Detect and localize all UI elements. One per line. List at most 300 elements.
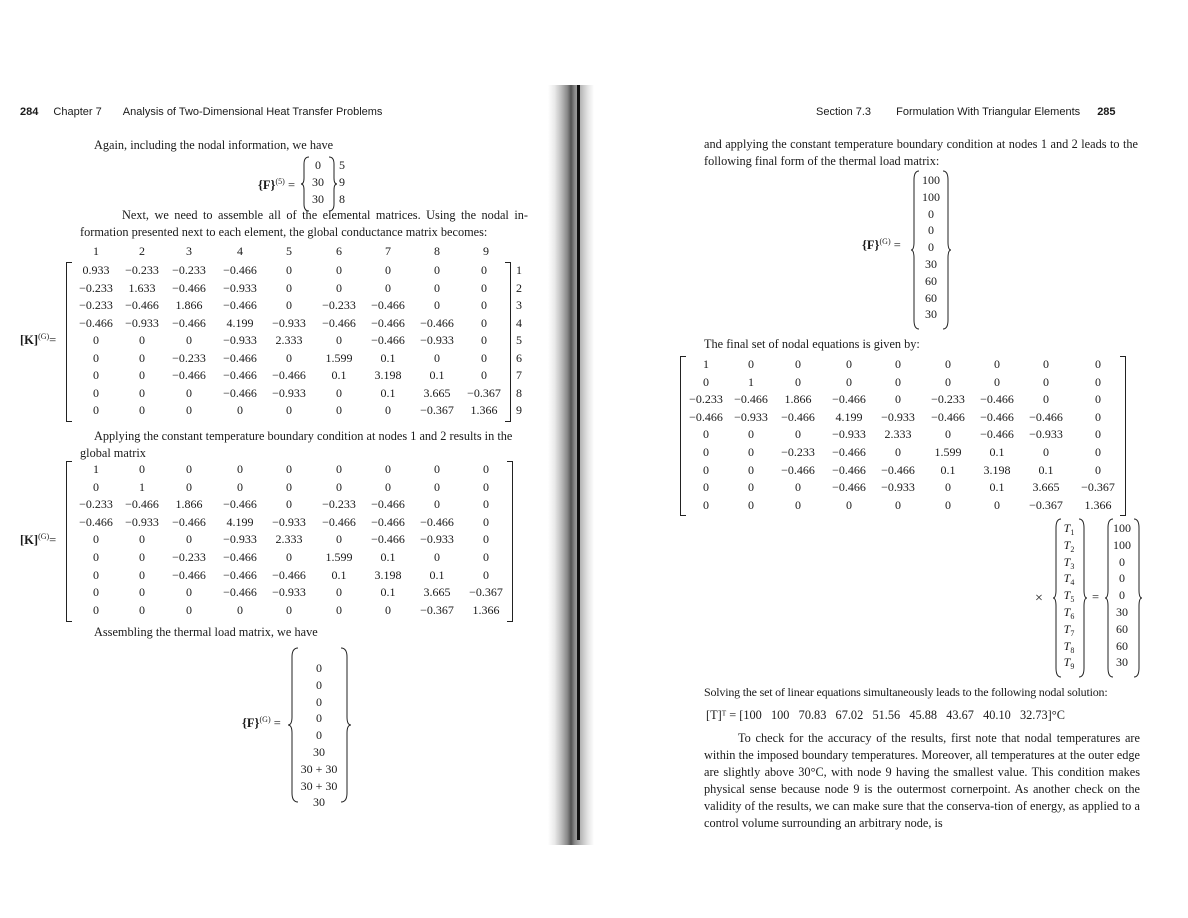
matrix-cell: 0.1 [380, 350, 396, 365]
matrix-cell: 0 [795, 357, 801, 371]
matrix-cell: −0.933 [881, 409, 915, 424]
matrix-cell: 0.1 [940, 462, 956, 477]
left-page-number: 284 [20, 106, 39, 118]
matrix-cell: 0 [994, 497, 1000, 512]
matrix-cell: 0 [703, 427, 709, 442]
col-header: 3 [186, 244, 192, 258]
matrix-cell: −0.466 [371, 315, 405, 330]
matrix-cell: −0.466 [420, 514, 454, 529]
matrix-cell: 0 [286, 602, 292, 617]
matrix-cell: −0.466 [172, 567, 206, 582]
matrix-cell: 0 [748, 497, 754, 512]
matrix-cell: −0.233 [172, 263, 206, 277]
right-running-header [816, 106, 1176, 118]
matrix-cell: 0 [481, 315, 487, 330]
matrix-cell: 0 [895, 357, 901, 371]
matrix-cell: −0.466 [125, 497, 159, 512]
fg-value: 30 [925, 256, 937, 271]
matrix-cell: 0 [139, 368, 145, 382]
fg-value: 30 + 30 [300, 778, 338, 793]
f5-value: 30 [312, 174, 324, 189]
fg-value: 30 [313, 744, 325, 759]
rhs-value: 30 [1116, 655, 1128, 670]
matrix-cell: 0 [748, 462, 754, 477]
matrix-cell: 1.599 [325, 550, 353, 564]
matrix-cell: 0 [481, 263, 487, 277]
f5-values [306, 157, 330, 207]
matrix-cell: 0 [748, 445, 754, 459]
matrix-cell: −0.466 [79, 514, 113, 529]
k-column-headers [0, 244, 560, 262]
matrix-cell: −0.466 [371, 514, 405, 529]
t-entry: $T_5$ [1063, 588, 1075, 605]
matrix-cell: 0 [703, 462, 709, 477]
matrix-cell: 0 [139, 602, 145, 617]
matrix-cell: 0 [186, 585, 192, 600]
matrix-cell: −0.466 [980, 409, 1014, 424]
matrix-row [0, 333, 1188, 351]
rhs-value: 0 [1119, 571, 1125, 586]
col-header: 1 [93, 244, 99, 258]
matrix-cell: 0 [93, 585, 99, 600]
matrix-cell: −0.466 [832, 445, 866, 459]
fg-value: 0 [928, 206, 934, 221]
matrix-cell: 0.1 [989, 480, 1005, 495]
rhs-value: 100 [1113, 537, 1131, 552]
rhs-close-brace [1133, 518, 1143, 678]
matrix-cell: −0.466 [223, 497, 257, 512]
left-thermal-paragraph: Assembling the thermal load matrix, we have [94, 625, 318, 639]
matrix-cell: 0 [336, 479, 342, 494]
right-running-title: Formulation With Triangular Elements [896, 106, 1081, 118]
col-header: 5 [286, 244, 292, 258]
matrix-cell: −0.466 [1029, 409, 1063, 424]
matrix-cell: 0 [237, 462, 243, 476]
matrix-row [0, 498, 1188, 516]
matrix-cell: −0.933 [420, 532, 454, 547]
matrix-cell: −0.233 [322, 497, 356, 512]
matrix-cell: 0 [139, 567, 145, 582]
matrix-row [0, 263, 1188, 281]
matrix-cell: −0.466 [931, 409, 965, 424]
matrix-cell: 0 [286, 280, 292, 295]
matrix-cell: −0.466 [79, 315, 113, 330]
matrix-cell: 0 [481, 280, 487, 295]
matrix-cell: −0.933 [223, 280, 257, 295]
left-running-title: Analysis of Two-Dimensional Heat Transfer Problems [122, 106, 383, 118]
row-label: 8 [516, 385, 522, 400]
matrix-cell: 0 [286, 479, 292, 494]
matrix-cell: 0 [93, 333, 99, 347]
matrix-cell: 0 [336, 585, 342, 600]
matrix-cell: −0.933 [1029, 427, 1063, 442]
rhs-equals: = [1092, 590, 1100, 604]
left-chapter: Chapter 7 [53, 106, 102, 118]
matrix-cell: −0.933 [420, 333, 454, 347]
matrix-cell: 0 [237, 403, 243, 417]
matrix-row [0, 392, 1188, 410]
k-bc-matrix-label: $[K]^{(G)}=$ [20, 532, 57, 547]
matrix-cell: 1.866 [175, 298, 203, 312]
matrix-cell: 0 [434, 462, 440, 476]
matrix-cell: 2.333 [275, 532, 303, 547]
fg-left-close-brace [340, 647, 352, 803]
t-vector [1058, 520, 1080, 671]
matrix-cell: −0.933 [272, 315, 306, 330]
matrix-cell: −0.466 [125, 298, 159, 312]
matrix-cell: −0.466 [172, 315, 206, 330]
left-assemble-paragraph: Next, we need to assemble all of the elemental matrices. Using the nodal in-formation presented next to each element, the global conductance matrix becomes: [80, 208, 528, 239]
matrix-cell: 0 [434, 497, 440, 512]
matrix-cell: 0 [483, 532, 489, 547]
matrix-cell: 0 [434, 550, 440, 564]
matrix-cell: 0 [385, 462, 391, 476]
solving-sentence: Solving the set of linear equations simultaneously leads to the following nodal solution: [704, 685, 1108, 699]
matrix-cell: 0 [1095, 462, 1101, 477]
matrix-cell: −0.367 [469, 585, 503, 600]
matrix-cell: 0.1 [380, 550, 396, 564]
matrix-cell: 0 [336, 385, 342, 400]
matrix-cell: −0.466 [832, 392, 866, 407]
matrix-cell: 0 [434, 479, 440, 494]
matrix-cell: −0.233 [322, 298, 356, 312]
matrix-row [0, 410, 1188, 428]
matrix-cell: −0.367 [1081, 480, 1115, 495]
matrix-cell: 0 [93, 479, 99, 494]
fg-value: 30 [313, 795, 325, 810]
matrix-cell: 0 [93, 532, 99, 547]
k-matrix-label: $[K]^{(G)}=$ [20, 332, 57, 347]
matrix-cell: 0 [1043, 357, 1049, 371]
col-header: 8 [434, 244, 440, 258]
matrix-cell: 0 [93, 385, 99, 400]
matrix-cell: −0.367 [1029, 497, 1063, 512]
matrix-cell: 0 [336, 403, 342, 417]
t-entry: $T_7$ [1063, 621, 1075, 638]
matrix-cell: 0 [795, 480, 801, 495]
col-header: 6 [336, 244, 342, 258]
matrix-cell: 0 [1095, 409, 1101, 424]
matrix-cell: 0 [385, 403, 391, 417]
f5-node-labels: 5 9 8 [339, 158, 345, 206]
col-header: 9 [483, 244, 489, 258]
matrix-cell: −0.933 [125, 315, 159, 330]
matrix-cell: −0.466 [223, 368, 257, 382]
rhs-value: 0 [1119, 588, 1125, 603]
t-entry: $T_3$ [1063, 554, 1075, 571]
matrix-cell: −0.466 [172, 280, 206, 295]
matrix-cell: 3.198 [374, 368, 402, 382]
matrix-row [0, 357, 1188, 375]
fg-value: 0 [316, 677, 322, 692]
matrix-cell: 0 [93, 550, 99, 564]
matrix-cell: 0 [846, 497, 852, 512]
matrix-cell: 0 [286, 497, 292, 512]
matrix-cell: 0 [483, 462, 489, 476]
matrix-cell: 0 [286, 462, 292, 476]
matrix-cell: 0 [186, 602, 192, 617]
matrix-cell: 0 [434, 298, 440, 312]
matrix-cell: 0 [237, 479, 243, 494]
matrix-cell: 3.198 [374, 567, 402, 582]
matrix-cell: 0 [1095, 392, 1101, 407]
fg-right-label: $\{F\}^{(G)}$ = [862, 237, 901, 252]
row-label: 1 [516, 263, 522, 277]
matrix-cell: −0.233 [172, 550, 206, 564]
matrix-cell: −0.466 [980, 427, 1014, 442]
matrix-cell: 1.366 [472, 602, 500, 617]
matrix-cell: −0.233 [125, 263, 159, 277]
matrix-cell: 0 [336, 280, 342, 295]
fg-value: 0 [928, 223, 934, 238]
matrix-cell: 1.633 [128, 280, 156, 295]
matrix-cell: 0 [1095, 445, 1101, 459]
matrix-cell: −0.466 [322, 315, 356, 330]
matrix-cell: −0.933 [881, 480, 915, 495]
matrix-row [0, 515, 1188, 533]
matrix-cell: 0 [994, 374, 1000, 389]
matrix-cell: 0 [748, 427, 754, 442]
right-page-number: 285 [1097, 106, 1116, 118]
matrix-cell: −0.466 [980, 392, 1014, 407]
matrix-row [0, 603, 1188, 621]
matrix-cell: −0.933 [223, 532, 257, 547]
matrix-cell: 1 [703, 357, 709, 371]
matrix-cell: 0 [1043, 445, 1049, 459]
matrix-cell: 0 [703, 480, 709, 495]
matrix-cell: 1.866 [784, 392, 812, 407]
matrix-cell: 3.665 [1032, 480, 1060, 495]
matrix-cell: −0.466 [272, 368, 306, 382]
fg-right-close-brace [942, 170, 952, 330]
matrix-cell: 0 [483, 497, 489, 512]
matrix-cell: 0 [286, 403, 292, 417]
matrix-cell: 0 [748, 480, 754, 495]
matrix-cell: 0 [895, 497, 901, 512]
matrix-cell: 0.1 [989, 445, 1005, 459]
matrix-cell: 0 [336, 333, 342, 347]
matrix-cell: 4.199 [835, 409, 863, 424]
matrix-row [0, 480, 1188, 498]
matrix-cell: 0 [846, 374, 852, 389]
fg-value: 30 + 30 [300, 761, 338, 776]
matrix-cell: 0 [483, 550, 489, 564]
matrix-cell: 0.1 [331, 368, 347, 382]
right-intro-paragraph: and applying the constant temperature boundary condition at nodes 1 and 2 leads to the following final form of the thermal load matrix: [704, 137, 1138, 168]
col-header: 2 [139, 244, 145, 258]
matrix-cell: −0.466 [223, 550, 257, 564]
matrix-cell: 0 [186, 403, 192, 417]
matrix-cell: 0 [481, 298, 487, 312]
matrix-cell: 0 [286, 298, 292, 312]
matrix-cell: 3.198 [983, 462, 1011, 477]
matrix-cell: 0 [139, 532, 145, 547]
f5-value: 0 [315, 158, 321, 172]
matrix-cell: 0 [1095, 357, 1101, 371]
matrix-cell: −0.466 [689, 409, 723, 424]
matrix-cell: −0.466 [781, 462, 815, 477]
left-apply-paragraph: Applying the constant temperature boundary condition at nodes 1 and 2 results in the global matrix [80, 429, 513, 460]
matrix-cell: −0.466 [781, 409, 815, 424]
matrix-cell: 0 [93, 403, 99, 417]
t-entry: $T_1$ [1063, 521, 1075, 537]
matrix-row [0, 427, 1188, 445]
matrix-cell: 0 [237, 602, 243, 617]
matrix-cell: 3.665 [423, 585, 451, 600]
row-label: 7 [516, 368, 522, 382]
matrix-cell: 3.665 [423, 385, 451, 400]
matrix-cell: −0.466 [832, 480, 866, 495]
rhs-values [1108, 520, 1136, 671]
matrix-cell: 0 [434, 263, 440, 277]
matrix-cell: 0 [945, 357, 951, 371]
matrix-cell: −0.466 [371, 497, 405, 512]
matrix-cell: 0 [93, 567, 99, 582]
matrix-cell: 0 [385, 263, 391, 277]
matrix-cell: 0 [139, 333, 145, 347]
matrix-row [0, 532, 1188, 550]
col-header: 4 [237, 244, 243, 258]
matrix-row [0, 445, 1188, 463]
matrix-cell: −0.233 [781, 445, 815, 459]
matrix-cell: −0.466 [420, 315, 454, 330]
matrix-row [0, 316, 1188, 334]
t-entry: $T_2$ [1063, 537, 1075, 554]
matrix-cell: 1.366 [470, 403, 498, 417]
matrix-cell: 1.599 [325, 350, 353, 365]
t-entry: $T_6$ [1063, 604, 1075, 621]
matrix-cell: 0 [186, 385, 192, 400]
row-label: 4 [516, 315, 522, 330]
matrix-row [0, 281, 1188, 299]
f5-right-brace [328, 156, 338, 212]
matrix-cell: −0.933 [272, 514, 306, 529]
matrix-cell: 0 [336, 263, 342, 277]
matrix-cell: 0 [1043, 392, 1049, 407]
matrix-cell: −0.233 [79, 497, 113, 512]
matrix-cell: 0 [336, 532, 342, 547]
matrix-cell: 0.1 [331, 567, 347, 582]
matrix-cell: −0.367 [420, 602, 454, 617]
matrix-cell: 0 [186, 479, 192, 494]
matrix-cell: 1 [748, 374, 754, 389]
matrix-cell: −0.466 [172, 368, 206, 382]
matrix-cell: 1.366 [1084, 497, 1112, 512]
matrix-cell: 0 [1043, 374, 1049, 389]
matrix-cell: −0.466 [322, 514, 356, 529]
matrix-cell: −0.466 [223, 385, 257, 400]
matrix-cell: 0 [895, 374, 901, 389]
final-set-intro: The final set of nodal equations is given by: [704, 337, 920, 351]
fg-value: 0 [316, 661, 322, 675]
t-entry: $T_8$ [1063, 638, 1075, 655]
matrix-cell: 0 [186, 333, 192, 347]
matrix-cell: 0 [795, 427, 801, 442]
matrix-cell: 0 [434, 350, 440, 365]
matrix-cell: 1.599 [934, 445, 962, 459]
matrix-cell: 0 [481, 333, 487, 347]
matrix-cell: 0 [93, 350, 99, 365]
matrix-cell: −0.466 [223, 263, 257, 277]
matrix-cell: −0.466 [734, 392, 768, 407]
matrix-cell: −0.233 [931, 392, 965, 407]
matrix-cell: −0.466 [371, 532, 405, 547]
matrix-cell: 0 [795, 374, 801, 389]
fg-value: 60 [925, 290, 937, 305]
matrix-cell: −0.933 [223, 333, 257, 347]
matrix-row [0, 585, 1188, 603]
matrix-cell: 0.1 [380, 385, 396, 400]
row-label: 6 [516, 350, 522, 365]
right-section: Section 7.3 [816, 106, 872, 118]
matrix-cell: 0 [139, 385, 145, 400]
matrix-cell: −0.933 [734, 409, 768, 424]
t-vector-close-brace [1078, 518, 1088, 678]
matrix-cell: −0.233 [79, 280, 113, 295]
fg-left-values [296, 660, 342, 811]
matrix-cell: 1.866 [175, 497, 203, 512]
matrix-cell: 0 [481, 350, 487, 365]
matrix-cell: 0 [895, 445, 901, 459]
matrix-cell: 1 [139, 479, 145, 494]
rhs-value: 60 [1116, 638, 1128, 653]
f5-label: $\{F\}^{(5)}$ = [258, 177, 296, 192]
t-entry: $T_4$ [1063, 571, 1075, 588]
matrix-cell: 0 [703, 445, 709, 459]
matrix-cell: 0 [895, 392, 901, 407]
fg-value: 0 [316, 728, 322, 743]
matrix-cell: 4.199 [226, 514, 254, 529]
matrix-cell: 0 [139, 585, 145, 600]
matrix-row [0, 463, 1188, 481]
matrix-cell: −0.466 [272, 567, 306, 582]
matrix-cell: −0.466 [223, 567, 257, 582]
matrix-cell: −0.933 [272, 585, 306, 600]
matrix-cell: 0 [385, 602, 391, 617]
times-symbol: × [1035, 591, 1043, 606]
matrix-cell: 0 [139, 462, 145, 476]
matrix-cell: 2.333 [884, 427, 912, 442]
matrix-cell: 0 [481, 368, 487, 382]
matrix-cell: 0 [186, 532, 192, 547]
matrix-cell: 0 [945, 480, 951, 495]
matrix-cell: 0 [994, 357, 1000, 371]
matrix-cell: 0 [336, 602, 342, 617]
left-intro-text: Again, including the nodal information, we have [94, 138, 334, 152]
fg-value: 100 [922, 189, 940, 204]
matrix-cell: −0.466 [223, 350, 257, 365]
matrix-cell: −0.233 [172, 350, 206, 365]
matrix-cell: 0 [945, 497, 951, 512]
fg-value: 0 [928, 240, 934, 255]
matrix-row [0, 298, 1188, 316]
matrix-cell: 2.333 [275, 333, 303, 347]
matrix-cell: −0.466 [223, 298, 257, 312]
row-label: 5 [516, 333, 522, 347]
col-header: 7 [385, 244, 391, 258]
matrix-cell: 0 [945, 427, 951, 442]
matrix-cell: 0 [483, 514, 489, 529]
matrix-row [0, 568, 1188, 586]
matrix-cell: 0 [945, 374, 951, 389]
matrix-cell: 0.1 [380, 585, 396, 600]
matrix-cell: 0 [139, 403, 145, 417]
fg-left-label: $\{F\}^{(G)}$ = [242, 715, 281, 730]
rhs-value: 0 [1119, 554, 1125, 569]
matrix-cell: 0 [93, 368, 99, 382]
matrix-cell: 0 [483, 479, 489, 494]
check-paragraph: To check for the accuracy of the results, first note that nodal temperatures are within the imposed boundary temperatures. Moreover, all temperatures at the outer edge are slightly above 30°C, with node 9 having the smallest value. This condition makes physical sense because node 9 is the outermost cornerpoint. As another check on the validity of the results, we can make sure that the conserva-tion of energy, as applied to a control volume surrounding an arbitrary node, is [704, 731, 1140, 830]
